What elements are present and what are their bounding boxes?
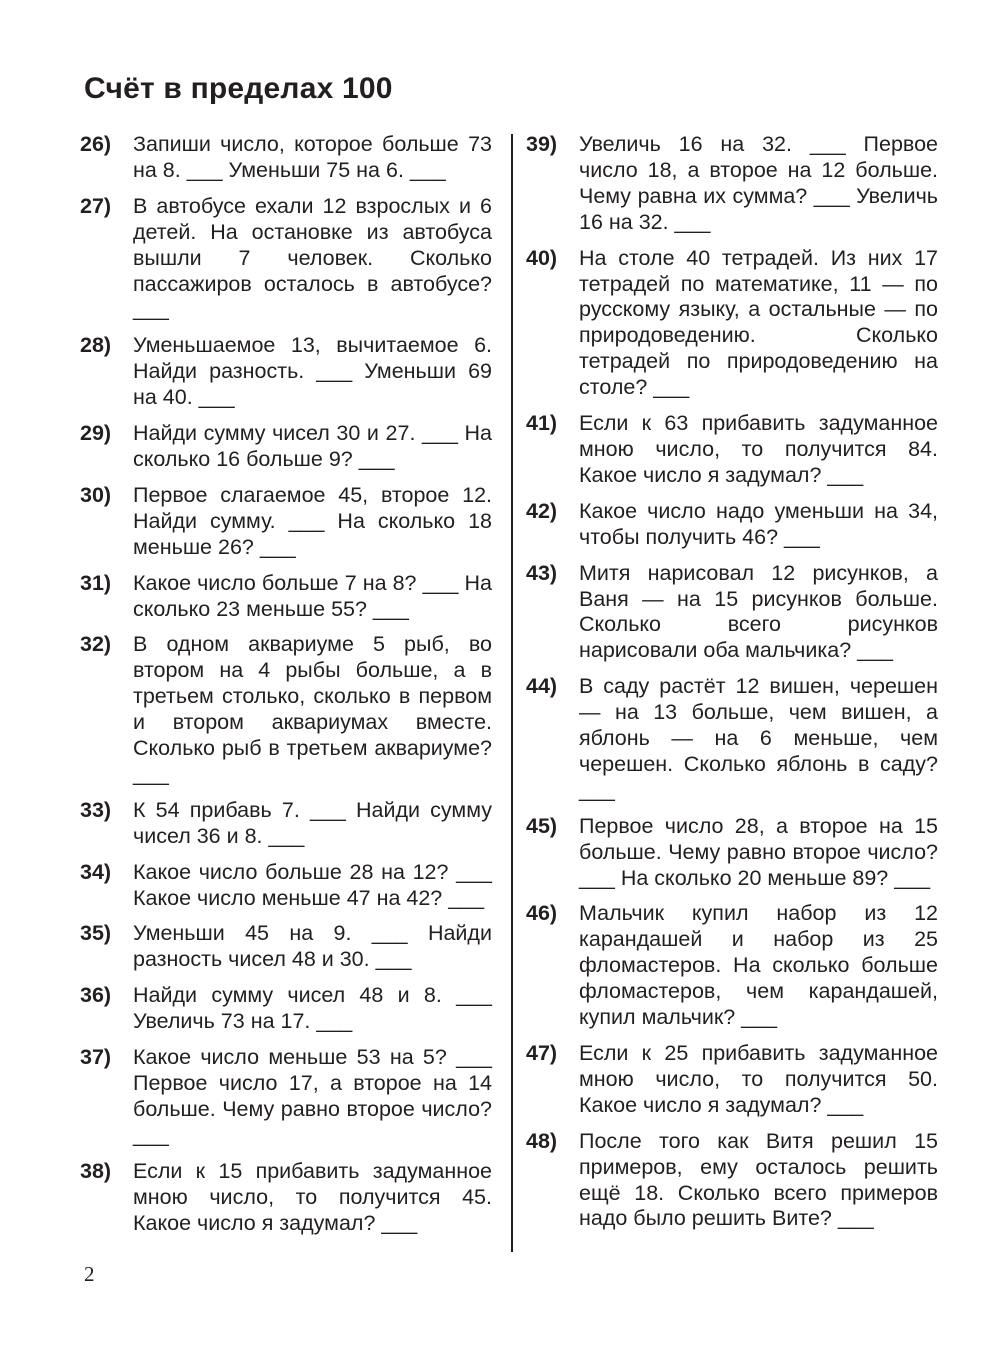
problem-number: 43) [526, 560, 558, 585]
problem-number: 30) [80, 482, 112, 507]
problem-40 [526, 246, 938, 401]
problem-text: Уменьши 45 на 9. ___ Найди разность чисел 48 и 30. ___ [133, 921, 492, 972]
problem-47 [526, 1041, 938, 1119]
right-column [526, 132, 938, 1232]
problem-46 [526, 901, 938, 1031]
problem-30 [80, 483, 492, 561]
problem-text: Первое число 28, а второе на 15 больше. Чему равно второе число? ___ На сколько 20 меньше 89? ___ [579, 813, 938, 890]
problem-text: Если к 63 прибавить задуманное мною число, то получится 84. Какое число я задумал? ___ [579, 411, 938, 487]
problem-text: Мальчик купил набор из 12 карандашей и набор из 25 фломастеров. На сколько больше фломастеров, чем карандашей, купил мальчик? ___ [579, 901, 938, 1030]
problem-number: 31) [80, 570, 112, 595]
problem-text: Найди сумму чисел 30 и 27. ___ На сколько 16 больше 9? ___ [133, 421, 492, 471]
problem-number: 39) [526, 132, 558, 156]
problem-number: 37) [80, 1045, 112, 1070]
problem-number: 32) [80, 632, 112, 657]
problem-number: 45) [526, 813, 558, 838]
problem-text: Первое слагаемое 45, второе 12. Найди сумму. ___ На сколько 18 меньше 26? ___ [133, 482, 492, 559]
problem-number: 26) [80, 132, 112, 156]
problem-text: Какое число надо уменьши на 34, чтобы получить 46? ___ [579, 498, 938, 549]
problem-number: 29) [80, 421, 112, 446]
problem-42 [526, 499, 938, 551]
column-divider [511, 134, 513, 1252]
problem-27 [80, 194, 492, 324]
problem-text: После того как Витя решил 15 примеров, ему осталось решить ещё 18. Сколько всего примеров надо было решить Вите? ___ [579, 1128, 938, 1231]
problem-number: 41) [526, 411, 558, 436]
problem-38 [80, 1159, 492, 1237]
problem-number: 36) [80, 983, 112, 1008]
problem-text: Увеличь 16 на 32. ___ Первое число 18, а второе на 12 больше. Чему равна их сумма? ___ Увеличь 16 на 32. ___ [579, 132, 938, 234]
problem-29 [80, 421, 492, 473]
problem-number: 46) [526, 901, 558, 926]
problem-text: Найди сумму чисел 48 и 8. ___ Увеличь 73 на 17. ___ [133, 983, 492, 1034]
problem-text: В одном аквариуме 5 рыб, во втором на 4 рыбы больше, а в третьем столько, сколько в первом и втором аквариумах вместе. Сколько рыб в третьем аквариуме? ___ [133, 632, 492, 786]
problem-number: 47) [526, 1041, 558, 1065]
problem-45 [526, 814, 938, 892]
problem-31 [80, 571, 492, 623]
problem-number: 42) [526, 498, 558, 523]
problem-text: Уменьшаемое 13, вычитаемое 6. Найди разность. ___ Уменьши 69 на 40. ___ [133, 333, 492, 410]
problem-43 [526, 561, 938, 665]
problem-text: В саду растёт 12 вишен, черешен — на 13 больше, чем вишен, а яблонь — на 6 меньше, чем черешен. Сколько яблонь в саду? ___ [579, 674, 938, 802]
problem-text: Какое число больше 28 на 12? ___ Какое число меньше 47 на 42? ___ [133, 859, 492, 910]
problem-text: Запиши число, которое больше 73 на 8. ___ Уменьши 75 на 6. ___ [133, 132, 492, 182]
problem-number: 35) [80, 921, 112, 946]
problem-number: 38) [80, 1158, 112, 1183]
problem-text: Если к 25 прибавить задуманное мною число, то получится 50. Какое число я задумал? ___ [579, 1041, 938, 1117]
problem-number: 48) [526, 1128, 558, 1153]
problem-number: 40) [526, 245, 558, 270]
problem-44 [526, 674, 938, 804]
problem-number: 27) [80, 193, 112, 218]
problem-text: Если к 15 прибавить задуманное мною число, то получится 45. Какое число я задумал? ___ [133, 1158, 492, 1235]
problem-number: 33) [80, 797, 112, 822]
problem-36 [80, 983, 492, 1035]
problem-text: На столе 40 тетрадей. Из них 17 тетрадей по математике, 11 — по русскому языку, а остальные — по природоведению. Сколько тетрадей по природоведению на столе? ___ [579, 245, 938, 400]
problem-39 [526, 132, 938, 236]
problem-number: 28) [80, 333, 112, 358]
problem-number: 34) [80, 859, 112, 884]
problem-37 [80, 1045, 492, 1149]
problem-32 [80, 632, 492, 787]
problem-34 [80, 860, 492, 912]
page-number: 2 [84, 1262, 95, 1286]
left-column [80, 132, 492, 1236]
problem-number: 44) [526, 674, 558, 699]
problem-26 [80, 132, 492, 184]
problem-35 [80, 921, 492, 973]
problem-text: Митя нарисовал 12 рисунков, а Ваня — на 15 рисунков больше. Сколько всего рисунков нарисовали оба мальчика? ___ [579, 560, 938, 663]
problem-text: В автобусе ехали 12 взрослых и 6 детей. На остановке из автобуса вышли 7 человек. Сколько пассажиров осталось в автобусе? ___ [133, 193, 492, 322]
problem-41 [526, 411, 938, 489]
problem-28 [80, 333, 492, 411]
problem-text: Какое число больше 7 на 8? ___ На сколько 23 меньше 55? ___ [133, 570, 492, 621]
problem-text: К 54 прибавь 7. ___ Найди сумму чисел 36 и 8. ___ [133, 797, 492, 848]
problem-33 [80, 798, 492, 850]
problem-text: Какое число меньше 53 на 5? ___ Первое число 17, а второе на 14 больше. Чему равно второе число? ___ [133, 1045, 492, 1147]
problem-48 [526, 1129, 938, 1233]
page-title: Счёт в пределах 100 [84, 72, 393, 105]
